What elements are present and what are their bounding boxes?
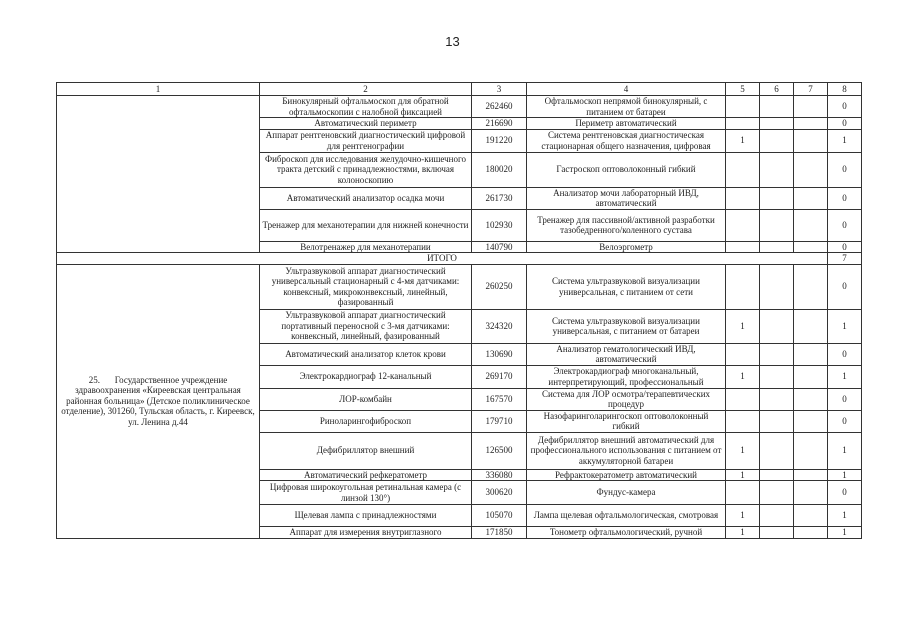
equipment-type-cell: Фундус-камера	[527, 481, 726, 505]
equipment-name-cell: Риноларингофиброскоп	[260, 410, 472, 432]
col7-cell	[794, 129, 828, 152]
col7-cell	[794, 309, 828, 343]
col6-cell	[760, 365, 794, 388]
col8-cell: 0	[828, 241, 862, 253]
equipment-name-cell: Дефибриллятор внешний	[260, 432, 472, 469]
equipment-type-cell: Система ультразвуковой визуализации универсальная, с питанием от сети	[527, 264, 726, 309]
col7-cell	[794, 365, 828, 388]
header-cell: 7	[794, 83, 828, 96]
page-number: 13	[445, 34, 460, 49]
col5-cell: 1	[726, 469, 760, 481]
col5-cell	[726, 481, 760, 505]
col7-cell	[794, 264, 828, 309]
col5-cell	[726, 388, 760, 410]
col6-cell	[760, 309, 794, 343]
col5-cell	[726, 410, 760, 432]
header-cell: 8	[828, 83, 862, 96]
equipment-type-cell: Электрокардиограф многоканальный, интерпретирующий, профессиональный	[527, 365, 726, 388]
equipment-table	[56, 82, 862, 539]
col6-cell	[760, 432, 794, 469]
col6-cell	[760, 388, 794, 410]
equipment-type-cell: Периметр автоматический	[527, 118, 726, 130]
col5-cell: 1	[726, 309, 760, 343]
code-cell: 105070	[472, 505, 527, 527]
equipment-type-cell: Велоэргометр	[527, 241, 726, 253]
code-cell: 180020	[472, 152, 527, 187]
col7-cell	[794, 209, 828, 241]
col6-cell	[760, 209, 794, 241]
total-row	[57, 253, 862, 265]
equipment-type-cell: Анализатор мочи лабораторный ИВД, автоматический	[527, 187, 726, 209]
equipment-name-cell: Фиброскоп для исследования желудочно-кишечного тракта детский с принадлежностями, включая колоноскопию	[260, 152, 472, 187]
code-cell: 216690	[472, 118, 527, 130]
equipment-name-cell: Цифровая широкоугольная ретинальная камера (с линзой 130°)	[260, 481, 472, 505]
col8-cell: 0	[828, 264, 862, 309]
equipment-type-cell: Система для ЛОР осмотра/терапевтических процедур	[527, 388, 726, 410]
col8-cell: 1	[828, 432, 862, 469]
equipment-type-cell: Анализатор гематологический ИВД, автоматический	[527, 343, 726, 365]
equipment-type-cell: Тонометр офтальмологический, ручной	[527, 527, 726, 539]
header-row	[57, 83, 862, 96]
col6-cell	[760, 469, 794, 481]
equipment-type-cell: Назофаринголарингоскоп оптоволоконный гибкий	[527, 410, 726, 432]
col8-cell: 0	[828, 118, 862, 130]
col7-cell	[794, 505, 828, 527]
col6-cell	[760, 96, 794, 118]
org-cell-continued	[57, 96, 260, 253]
col8-cell: 1	[828, 469, 862, 481]
equipment-type-cell: Офтальмоскоп непрямой бинокулярный, с питанием от батареи	[527, 96, 726, 118]
code-cell: 300620	[472, 481, 527, 505]
equipment-name-cell: Велотренажер для механотерапии	[260, 241, 472, 253]
equipment-name-cell: Щелевая лампа с принадлежностями	[260, 505, 472, 527]
col7-cell	[794, 410, 828, 432]
col5-cell	[726, 152, 760, 187]
code-cell: 336080	[472, 469, 527, 481]
col5-cell	[726, 209, 760, 241]
table-row	[57, 96, 862, 118]
col8-cell: 1	[828, 309, 862, 343]
equipment-type-cell: Рефрактокератометр автоматический	[527, 469, 726, 481]
col6-cell	[760, 241, 794, 253]
col6-cell	[760, 410, 794, 432]
col8-cell: 0	[828, 96, 862, 118]
col5-cell: 1	[726, 365, 760, 388]
equipment-name-cell: Автоматический анализатор клеток крови	[260, 343, 472, 365]
equipment-name-cell: Автоматический периметр	[260, 118, 472, 130]
col7-cell	[794, 527, 828, 539]
equipment-name-cell: Электрокардиограф 12-канальный	[260, 365, 472, 388]
table-row	[57, 264, 862, 309]
col8-cell: 1	[828, 365, 862, 388]
equipment-type-cell: Лампа щелевая офтальмологическая, смотровая	[527, 505, 726, 527]
total-label: ИТОГО	[57, 253, 828, 265]
org-number: 25.	[88, 374, 100, 385]
col6-cell	[760, 343, 794, 365]
col8-cell: 1	[828, 129, 862, 152]
equipment-name-cell: Бинокулярный офтальмоскоп для обратной офтальмоскопии с налобной фиксацией	[260, 96, 472, 118]
header-cell: 1	[57, 83, 260, 96]
code-cell: 262460	[472, 96, 527, 118]
code-cell: 102930	[472, 209, 527, 241]
equipment-type-cell: Гастроскоп оптоволоконный гибкий	[527, 152, 726, 187]
code-cell: 179710	[472, 410, 527, 432]
equipment-name-cell: Ультразвуковой аппарат диагностический универсальный стационарный с 4-мя датчиками: конвексный, микроконвексный, линейный, фазированный	[260, 264, 472, 309]
col5-cell	[726, 343, 760, 365]
col7-cell	[794, 241, 828, 253]
col5-cell	[726, 241, 760, 253]
col8-cell: 0	[828, 388, 862, 410]
col6-cell	[760, 187, 794, 209]
col7-cell	[794, 152, 828, 187]
code-cell: 126500	[472, 432, 527, 469]
col5-cell: 1	[726, 505, 760, 527]
col5-cell	[726, 96, 760, 118]
col7-cell	[794, 388, 828, 410]
col6-cell	[760, 264, 794, 309]
col6-cell	[760, 527, 794, 539]
org-text: Государственное учреждение здравоохранения «Киреевская центральная районная больница» (Детское поликлиническое отделение), 301260, Тульская область, г. Киреевск, ул. Ленина д.44	[61, 374, 255, 427]
col6-cell	[760, 481, 794, 505]
col8-cell: 0	[828, 410, 862, 432]
equipment-type-cell: Система ультразвуковой визуализации универсальная, с питанием от батареи	[527, 309, 726, 343]
col7-cell	[794, 343, 828, 365]
col8-cell: 0	[828, 209, 862, 241]
equipment-name-cell: Автоматический рефкератометр	[260, 469, 472, 481]
col5-cell: 1	[726, 527, 760, 539]
equipment-name-cell: Аппарат для измерения внутриглазного	[260, 527, 472, 539]
header-cell: 3	[472, 83, 527, 96]
col8-cell: 0	[828, 187, 862, 209]
col8-cell: 0	[828, 481, 862, 505]
code-cell: 167570	[472, 388, 527, 410]
col5-cell	[726, 264, 760, 309]
equipment-type-cell: Тренажер для пассивной/активной разработки тазобедренного/коленного сустава	[527, 209, 726, 241]
col7-cell	[794, 432, 828, 469]
equipment-name-cell: ЛОР-комбайн	[260, 388, 472, 410]
equipment-name-cell: Тренажер для механотерапии для нижней конечности	[260, 209, 472, 241]
col6-cell	[760, 129, 794, 152]
code-cell: 130690	[472, 343, 527, 365]
header-cell: 2	[260, 83, 472, 96]
code-cell: 171850	[472, 527, 527, 539]
col7-cell	[794, 187, 828, 209]
equipment-type-cell: Система рентгеновская диагностическая стационарная общего назначения, цифровая	[527, 129, 726, 152]
col5-cell	[726, 118, 760, 130]
total-value: 7	[828, 253, 862, 265]
code-cell: 191220	[472, 129, 527, 152]
equipment-name-cell: Автоматический анализатор осадка мочи	[260, 187, 472, 209]
col8-cell: 1	[828, 505, 862, 527]
header-cell: 4	[527, 83, 726, 96]
col8-cell: 0	[828, 343, 862, 365]
col6-cell	[760, 152, 794, 187]
col7-cell	[794, 118, 828, 130]
col5-cell: 1	[726, 129, 760, 152]
col7-cell	[794, 469, 828, 481]
col6-cell	[760, 505, 794, 527]
col7-cell	[794, 96, 828, 118]
col5-cell: 1	[726, 432, 760, 469]
col8-cell: 0	[828, 152, 862, 187]
equipment-name-cell: Ультразвуковой аппарат диагностический портативный переносной с 3-мя датчиками: конвексный, линейный, фазированный	[260, 309, 472, 343]
col7-cell	[794, 481, 828, 505]
col8-cell: 1	[828, 527, 862, 539]
org-cell	[57, 264, 260, 538]
col5-cell	[726, 187, 760, 209]
col6-cell	[760, 118, 794, 130]
header-cell: 6	[760, 83, 794, 96]
code-cell: 261730	[472, 187, 527, 209]
equipment-name-cell: Аппарат рентгеновский диагностический цифровой для рентгенографии	[260, 129, 472, 152]
code-cell: 140790	[472, 241, 527, 253]
header-cell: 5	[726, 83, 760, 96]
code-cell: 324320	[472, 309, 527, 343]
code-cell: 269170	[472, 365, 527, 388]
equipment-type-cell: Дефибриллятор внешний автоматический для профессионального использования с питанием от аккумуляторной батареи	[527, 432, 726, 469]
code-cell: 260250	[472, 264, 527, 309]
